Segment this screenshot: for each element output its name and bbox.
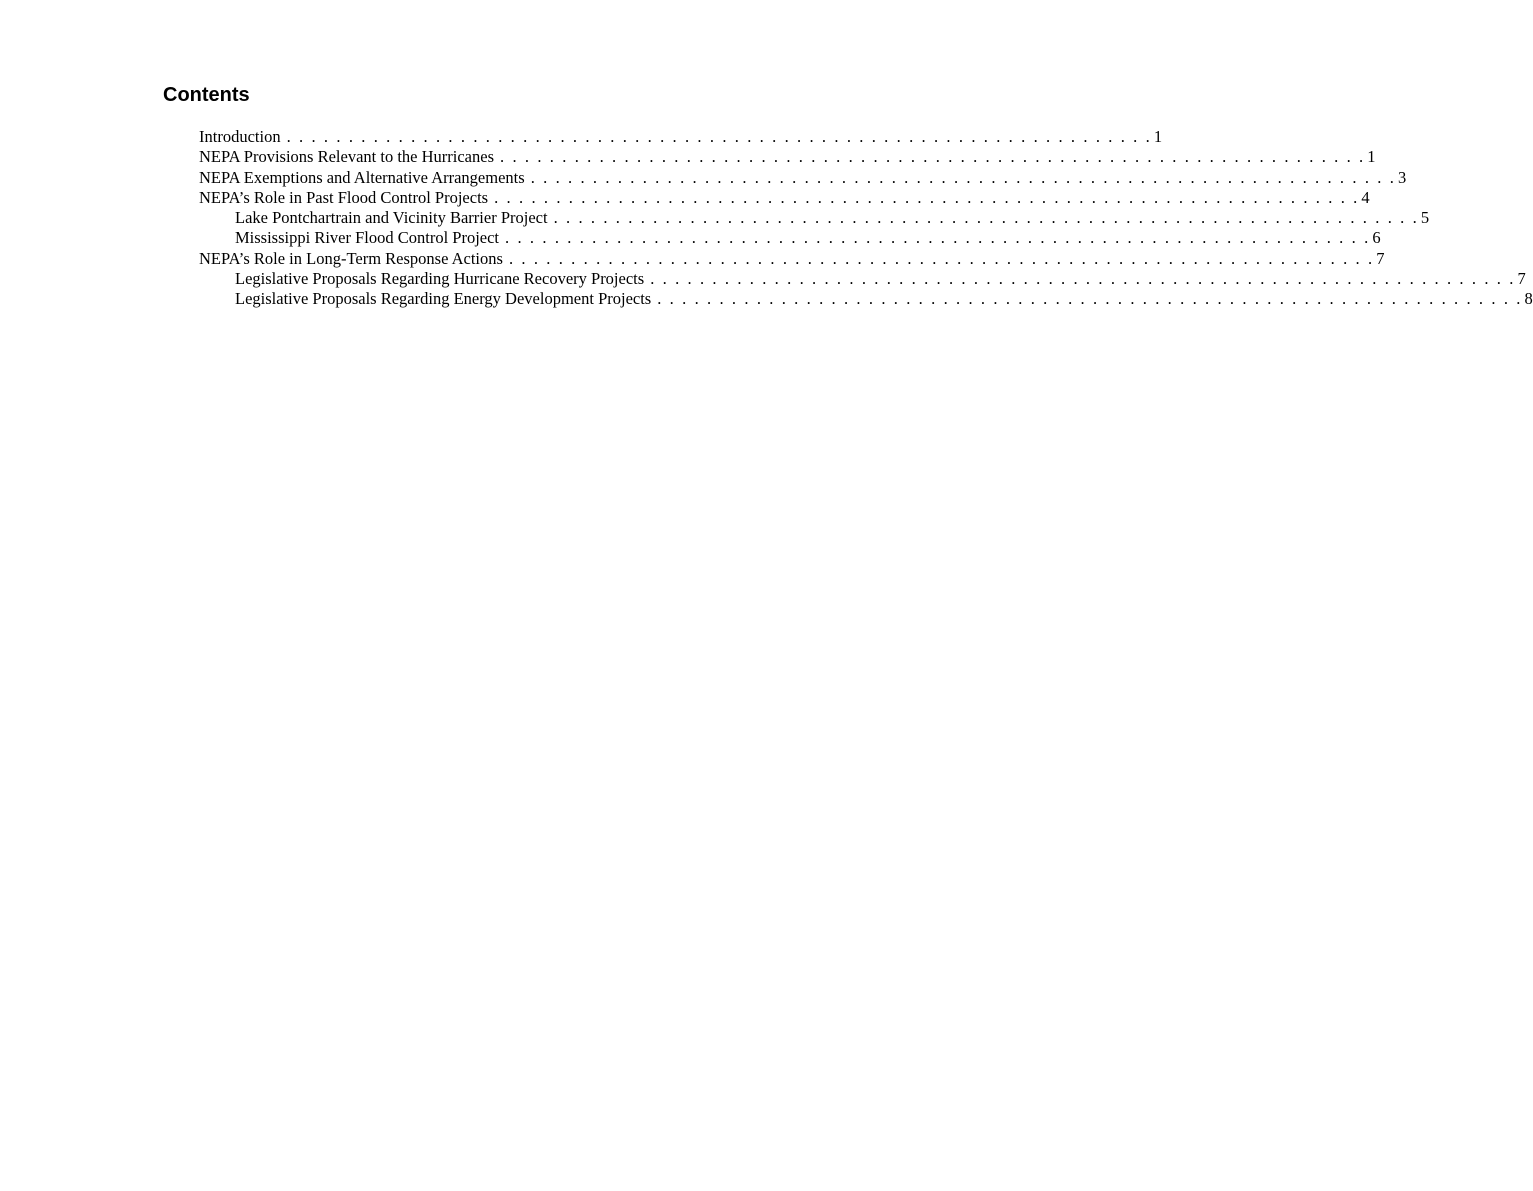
toc-entry-title: Mississippi River Flood Control Project — [235, 228, 500, 248]
toc-page-number: 7 — [1376, 248, 1385, 268]
contents-heading: Contents — [163, 84, 250, 106]
toc-entry-title: NEPA’s Role in Long-Term Response Actions — [199, 248, 503, 268]
toc-page-number: 1 — [1153, 127, 1163, 146]
toc-entry-mississippi-river[interactable] — [199, 228, 1381, 248]
toc-dot-leader: . . . . . . . . . . . . . . . . . . . . . . . . . . . . . . . . . . . . . . . . . . . . . . . . . . . . . . . . . . . . . . . . . . . . . . — [553, 208, 1419, 228]
toc-entry-hurricane-recovery-proposals[interactable] — [199, 269, 1526, 289]
toc-dot-leader: . . . . . . . . . . . . . . . . . . . . . . . . . . . . . . . . . . . . . . . . . . . . . . . . . . . . . . . . . . . . . . . . . . . . . . — [500, 147, 1366, 167]
toc-entry-past-flood-control[interactable] — [199, 187, 1370, 208]
toc-entry-nepa-exemptions[interactable] — [199, 167, 1407, 188]
toc-entry-long-term-response[interactable] — [199, 248, 1385, 269]
toc-entry-energy-development-proposals[interactable] — [199, 289, 1533, 309]
toc-dot-leader: . . . . . . . . . . . . . . . . . . . . . . . . . . . . . . . . . . . . . . . . . . . . . . . . . . . . . . . . . . . . . . . . . . . . . . — [505, 228, 1371, 248]
toc-entry-nepa-provisions[interactable] — [199, 147, 1376, 167]
toc-page-number: 1 — [1367, 147, 1376, 167]
toc-dot-leader: . . . . . . . . . . . . . . . . . . . . . . . . . . . . . . . . . . . . . . . . . . . . . . . . . . . . . . . . . . . . . . . . . . . . . . — [508, 248, 1375, 268]
toc-page-number: 3 — [1397, 167, 1407, 187]
toc-dot-leader: . . . . . . . . . . . . . . . . . . . . . . . . . . . . . . . . . . . . . . . . . . . . . . . . . . . . . . . . . . . . . . . . . . . . . . — [286, 127, 1152, 146]
toc-entry-lake-pontchartrain[interactable] — [199, 208, 1430, 228]
toc-entry-introduction[interactable] — [199, 127, 1163, 147]
toc-entry-title: NEPA’s Role in Past Flood Control Projects — [199, 187, 489, 207]
toc-entry-title: NEPA Provisions Relevant to the Hurricanes — [199, 147, 494, 167]
toc-entry-title: NEPA Exemptions and Alternative Arrangements — [199, 167, 525, 187]
toc-dot-leader: . . . . . . . . . . . . . . . . . . . . . . . . . . . . . . . . . . . . . . . . . . . . . . . . . . . . . . . . . . . . . . . . . . . . . . — [650, 269, 1516, 289]
toc-page-number: 5 — [1420, 208, 1430, 228]
toc-entry-title: Legislative Proposals Regarding Hurricane Recovery Projects — [235, 269, 645, 289]
toc-dot-leader: . . . . . . . . . . . . . . . . . . . . . . . . . . . . . . . . . . . . . . . . . . . . . . . . . . . . . . . . . . . . . . . . . . . . . . — [657, 289, 1523, 309]
toc-entry-title: Lake Pontchartrain and Vicinity Barrier Project — [235, 208, 548, 228]
toc-page-number: 7 — [1517, 269, 1526, 289]
toc-dot-leader: . . . . . . . . . . . . . . . . . . . . . . . . . . . . . . . . . . . . . . . . . . . . . . . . . . . . . . . . . . . . . . . . . . . . . . — [494, 187, 1360, 207]
toc-page-number: 8 — [1524, 289, 1533, 309]
toc-dot-leader: . . . . . . . . . . . . . . . . . . . . . . . . . . . . . . . . . . . . . . . . . . . . . . . . . . . . . . . . . . . . . . . . . . . . . . — [530, 167, 1396, 187]
toc-entry-title: Introduction — [199, 127, 281, 146]
toc-page-number: 6 — [1372, 228, 1381, 248]
toc-page-number: 4 — [1361, 187, 1370, 207]
toc-entry-title: Legislative Proposals Regarding Energy Development Projects — [235, 289, 652, 309]
table-of-contents — [199, 127, 1533, 310]
